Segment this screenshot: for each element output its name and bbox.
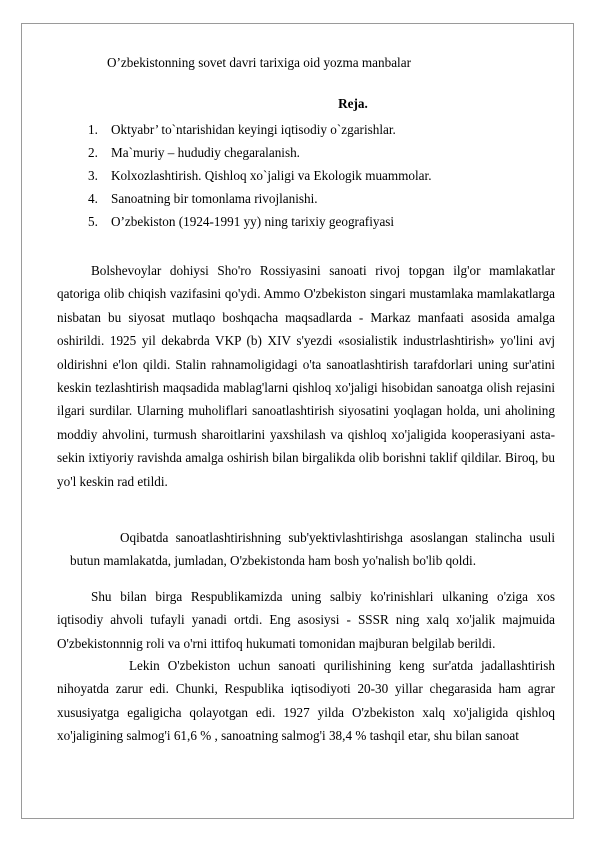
- plan-list: [88, 122, 432, 237]
- document-title: O’zbekistonning sovet davri tarixiga oid yozma manbalar: [107, 55, 411, 70]
- plan-item-number: 1.: [88, 122, 98, 137]
- plan-item: [88, 145, 432, 168]
- plan-item-text: Ma`muriy – hududiy chegaralanish.: [111, 145, 300, 160]
- plan-item-text: O’zbekiston (1924-1991 yy) ning tarixiy geografiyasi: [111, 214, 395, 229]
- body-paragraph: Shu bilan birga Respublikamizda uning salbiy ko'rinishlari ulkaning o'ziga xos iqtisodiy ahvoli tufayli yanadi ortdi. Eng asosiysi - SSSR ning xalq xo'jalik majmuida O'zbekistonnnig roli va o'rni ittifoq hukumati tomonidan majburan belgilab berildi.: [57, 589, 555, 651]
- plan-item-text: Sanoatning bir tomonlama rivojlanishi.: [111, 191, 318, 206]
- plan-heading: Reja.: [338, 96, 368, 111]
- plan-item-text: Kolxozlashtirish. Qishloq xo`jaligi va Ekologik muammolar.: [111, 168, 432, 183]
- plan-item: [88, 191, 432, 214]
- plan-item: [88, 122, 432, 145]
- body-paragraph: Lekin O'zbekiston uchun sanoati qurilishining keng sur'atda jadallashtirish nihoyatda zarur edi. Chunki, Respublika iqtisodiyoti 20-30 yillar chegarasida ham agrar xususiyatga egaligicha qolayotgan edi. 1927 yilda O'zbekiston xalq xo'jaligida qishloq xo'jaligining salmog'i 61,6 % , sanoatning salmog'i 38,4 % tashqil etar, shu bilan sanoat: [57, 658, 555, 744]
- body-paragraph: Oqibatda sanoatlashtirishning sub'yektivlashtirishga asoslangan stalincha usuli butun mamlakatda, jumladan, O'zbekistonda ham bosh yo'nalish bo'lib qoldi.: [70, 530, 555, 569]
- plan-item-number: 3.: [88, 168, 98, 183]
- plan-item-text: Oktyabr’ to`ntarishidan keyingi iqtisodiy o`zgarishlar.: [111, 122, 396, 137]
- plan-item: [88, 168, 432, 191]
- plan-item: [88, 214, 432, 237]
- plan-item-number: 4.: [88, 191, 98, 206]
- body-paragraph: Bolshevoylar dohiysi Sho'ro Rossiyasini sanoati rivoj topgan ilg'or mamlakatlar qatoriga olib chiqish vazifasini qo'ydi. Ammo O'zbekiston singari mustamlaka mamlakatlarga nisbatan bu siyosat mutlaqo boshqacha maqsadlarda - Markaz manfaati asosida amalga oshirildi. 1925 yil dekabrda VKP (b) XIV s'yezdi «sosialistik industrlashtirish» yo'lini avj oldirishni e'lon qildi. Stalin rahnamoligidagi o'ta sanoatlashtirish tarafdorlari uning sur'atini keskin tezlashtirish maqsadida mablag'larni qishloq xo'jaligi hisobidan sanoatga olish rejasini ilgari surdilar. Ularning muholiflari sanoatlashtirish siyosatini yoqlagan holda, uni aholining moddiy ahvolini, turmush sharoitlarini yaxshilash va qishloq xo'jaligida kooperasiyani asta-sekin ixtiyoriy ravishda amalga oshirish bilan birgalikda olib borishni taklif qildilar. Biroq, bu yo'l keskin rad etildi.: [57, 263, 555, 489]
- plan-item-number: 5.: [88, 214, 98, 229]
- plan-item-number: 2.: [88, 145, 98, 160]
